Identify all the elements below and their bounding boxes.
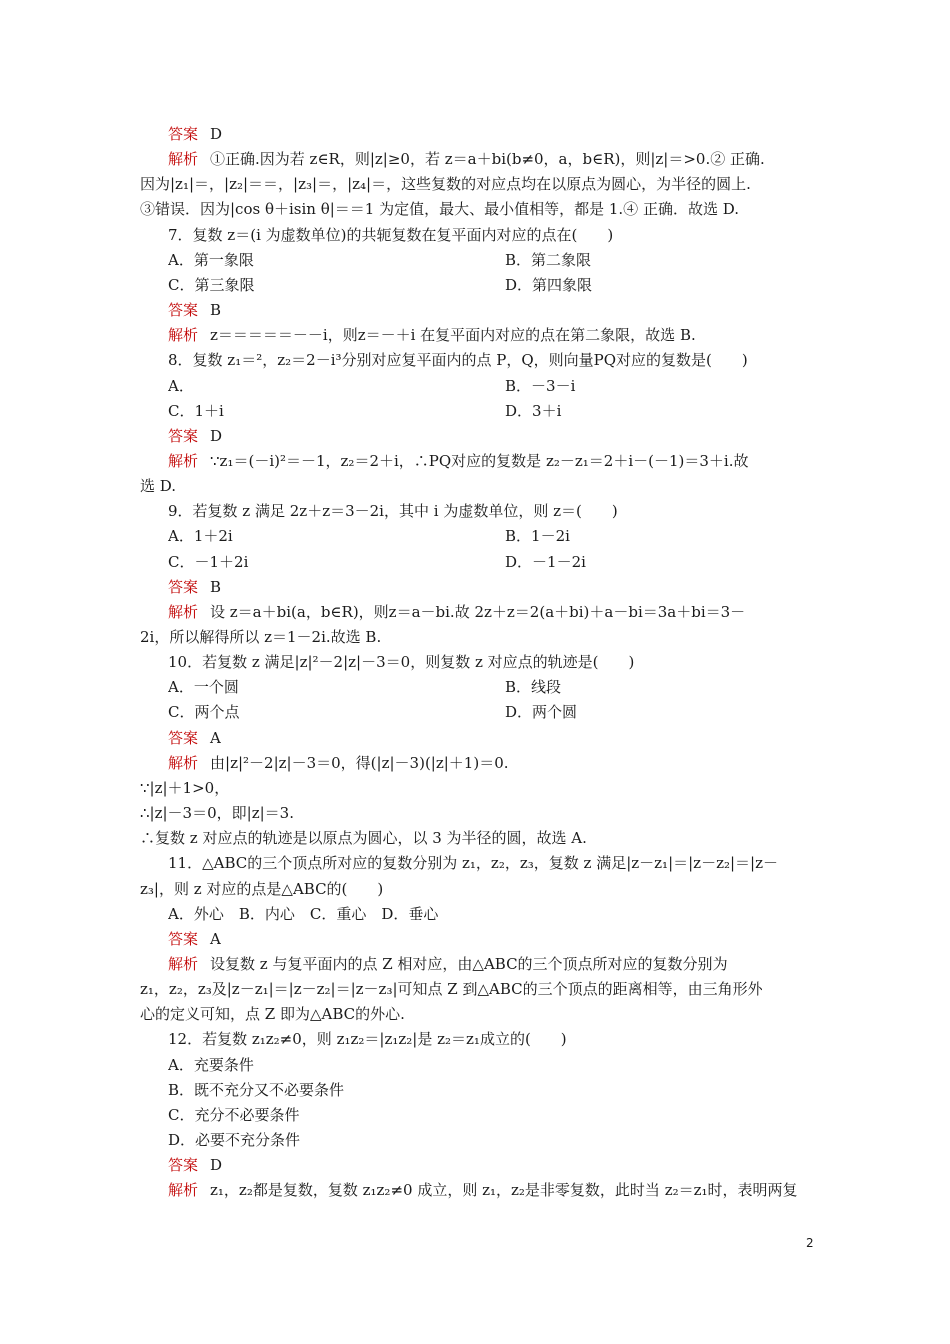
analysis-label: 解析 (168, 1181, 199, 1199)
answer-label: 答案 (168, 301, 199, 319)
option-right: B．－3－i (505, 377, 576, 395)
line-text: 设复数 z 与复平面内的点 Z 相对应，由△ABC的三个顶点所对应的复数分别为 (210, 955, 728, 973)
question-line: A．充要条件 (168, 1056, 254, 1074)
option-row (168, 550, 820, 575)
option-right: B．第二象限 (505, 251, 592, 269)
answer-label: 答案 (168, 1156, 199, 1174)
text-line: ∴复数 z 对应点的轨迹是以原点为圆心，以 3 为半径的圆，故选 A. (140, 829, 587, 847)
line-text: D (210, 1156, 223, 1174)
answer-line (168, 726, 820, 751)
analysis-label: 解析 (168, 603, 199, 621)
line-text: A (210, 729, 221, 747)
option-right: D．两个圆 (505, 703, 578, 721)
line-text: D (210, 427, 223, 445)
page-number: 2 (806, 1236, 814, 1250)
text-line: 因为|z₁|＝，|z₂|＝＝，|z₃|＝，|z₄|＝，这些复数的对应点均在以原点为圆心，为半径的圆上. (140, 175, 751, 193)
answer-label: 答案 (168, 578, 199, 596)
text-line: z₃|，则 z 对应的点是△ABC的( ) (140, 880, 384, 898)
analysis-line (168, 600, 820, 625)
answer-label: 答案 (168, 125, 199, 143)
text-line: ③错误．因为|cos θ＋isin θ|＝＝1 为定值，最大、最小值相等，都是 1.④ 正确．故选 D. (140, 200, 739, 218)
question-line: A．外心 B．内心 C．重心 D．垂心 (168, 905, 439, 923)
analysis-label: 解析 (168, 452, 199, 470)
analysis-line (168, 952, 820, 977)
line-text: A (210, 930, 221, 948)
option-left: A． (168, 377, 194, 395)
line-text: ∵z₁＝(－i)²＝－1，z₂＝2＋i，∴PQ对应的复数是 z₂－z₁＝2＋i－(－1)＝3＋i.故 (210, 452, 749, 470)
text-line: ∴|z|－3＝0，即|z|＝3. (140, 804, 294, 822)
analysis-label: 解析 (168, 150, 199, 168)
text-line: z₁，z₂，z₃及|z－z₁|＝|z－z₂|＝|z－z₃|可知点 Z 到△ABC的三个顶点的距离相等，由三角形外 (140, 980, 763, 998)
question-line: 12．若复数 z₁z₂≠0，则 z₁z₂＝|z₁z₂|是 z₂＝z₁成立的( ) (168, 1030, 567, 1048)
option-left: C．1＋i (168, 402, 224, 420)
option-left: C．－1＋2i (168, 553, 249, 571)
option-right: B．1－2i (505, 527, 570, 545)
option-right: B．线段 (505, 678, 562, 696)
option-row (168, 700, 820, 725)
line-text: z₁，z₂都是复数，复数 z₁z₂≠0 成立，则 z₁，z₂是非零复数，此时当 z₂＝z₁时，表明两复 (210, 1181, 798, 1199)
option-row (168, 524, 820, 549)
text-line: ∵|z|＋1>0， (140, 779, 230, 797)
question-line: D．必要不充分条件 (168, 1131, 301, 1149)
option-left: A．一个圆 (168, 678, 239, 696)
line-text: B (210, 578, 222, 596)
analysis-line (168, 1178, 820, 1203)
option-row (168, 273, 820, 298)
question-line: 11．△ABC的三个顶点所对应的复数分别为 z₁，z₂，z₃，复数 z 满足|z－z₁|＝|z－z₂|＝|z－ (168, 854, 779, 872)
answer-label: 答案 (168, 729, 199, 747)
question-line: C．充分不必要条件 (168, 1106, 300, 1124)
question-line: 9．若复数 z 满足 2z＋z＝3－2i，其中 i 为虚数单位，则 z＝( ) (168, 502, 618, 520)
option-left: C．第三象限 (168, 276, 255, 294)
option-right: D．第四象限 (505, 276, 593, 294)
option-left: A．第一象限 (168, 251, 254, 269)
line-text: z＝＝＝＝＝－－i，则z＝－＋i 在复平面内对应的点在第二象限，故选 B. (210, 326, 696, 344)
analysis-line (168, 147, 820, 172)
analysis-label: 解析 (168, 326, 199, 344)
text-line: 心的定义可知，点 Z 即为△ABC的外心. (140, 1005, 405, 1023)
question-line: 8．复数 z₁＝²，z₂＝2－i³分别对应复平面内的点 P，Q，则向量PQ对应的复数是( ) (168, 351, 748, 369)
option-row (168, 675, 820, 700)
question-line: 7．复数 z＝(i 为虚数单位)的共轭复数在复平面内对应的点在( ) (168, 226, 614, 244)
question-line: B．既不充分又不必要条件 (168, 1081, 345, 1099)
text-line: 2i，所以解得所以 z＝1－2i.故选 B. (140, 628, 382, 646)
option-row (168, 399, 820, 424)
line-text: B (210, 301, 222, 319)
line-text: ①正确.因为若 z∈R，则|z|≥0，若 z＝a＋bi(b≠0，a，b∈R)，则|z|＝>0.② 正确. (210, 150, 765, 168)
line-text: 设 z＝a＋bi(a，b∈R)，则z＝a－bi.故 2z＋z＝2(a＋bi)＋a－bi＝3a＋bi＝3－ (210, 603, 746, 621)
option-row (168, 374, 820, 399)
option-right: D．3＋i (505, 402, 562, 420)
analysis-label: 解析 (168, 754, 199, 772)
answer-line (168, 575, 820, 600)
question-line: 10．若复数 z 满足|z|²－2|z|－3＝0，则复数 z 对应点的轨迹是( ) (168, 653, 635, 671)
text-line: 选 D. (140, 477, 177, 495)
answer-label: 答案 (168, 427, 199, 445)
line-text: 由|z|²－2|z|－3＝0，得(|z|－3)(|z|＋1)＝0. (210, 754, 509, 772)
option-left: C．两个点 (168, 703, 240, 721)
analysis-line (168, 751, 820, 776)
answer-line (168, 424, 820, 449)
answer-line (168, 1153, 820, 1178)
analysis-label: 解析 (168, 955, 199, 973)
analysis-line (168, 449, 820, 474)
answer-line (168, 927, 820, 952)
option-right: D．－1－2i (505, 553, 586, 571)
answer-label: 答案 (168, 930, 199, 948)
analysis-line (168, 323, 820, 348)
option-row (168, 248, 820, 273)
option-left: A．1＋2i (168, 527, 233, 545)
answer-line (168, 298, 820, 323)
answer-line (168, 122, 820, 147)
line-text: D (210, 125, 223, 143)
